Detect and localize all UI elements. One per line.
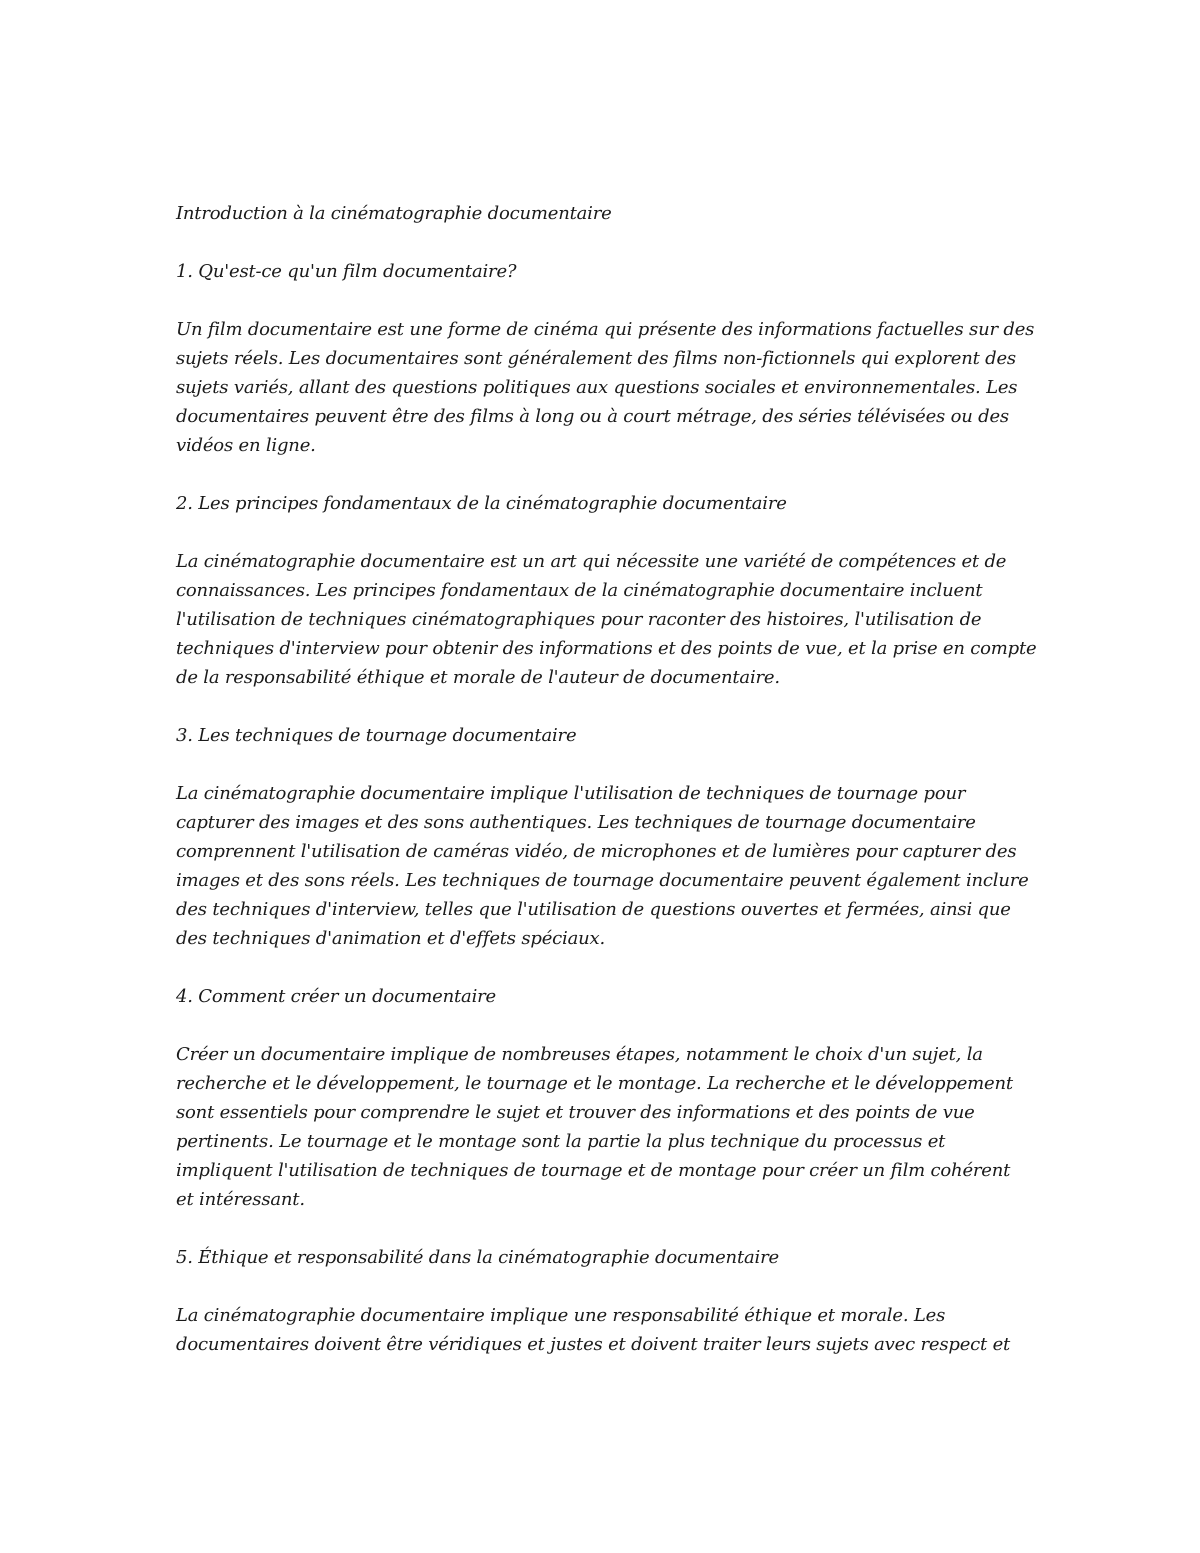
spacer: [176, 286, 1031, 315]
paragraph-line: documentaires doivent être véridiques et justes et doivent traiter leurs sujets avec respect et: [176, 1334, 1011, 1355]
document-body: [176, 199, 1037, 1359]
spacer: [176, 1214, 1031, 1243]
paragraph-line: pertinents. Le tournage et le montage sont la partie la plus technique du processus et: [176, 1131, 946, 1152]
paragraph-line: capturer des images et des sons authentiques. Les techniques de tournage documentaire: [176, 812, 976, 833]
paragraph-line: des techniques d'interview, telles que l'utilisation de questions ouvertes et fermées, ainsi que: [176, 899, 1011, 920]
paragraph-line: impliquent l'utilisation de techniques de tournage et de montage pour créer un film cohérent: [176, 1160, 1011, 1181]
spacer: [176, 228, 1031, 257]
document-title: Introduction à la cinématographie documentaire: [176, 203, 612, 224]
paragraph-line: et intéressant.: [176, 1189, 305, 1210]
spacer: [176, 518, 1031, 547]
spacer: [176, 750, 1031, 779]
paragraph-line: Un film documentaire est une forme de cinéma qui présente des informations factuelles sur des: [176, 319, 1035, 340]
spacer: [176, 953, 1031, 982]
paragraph-line: La cinématographie documentaire est un art qui nécessite une variété de compétences et de: [176, 551, 1007, 572]
paragraph-line: sujets réels. Les documentaires sont généralement des films non-fictionnels qui explorent des: [176, 348, 1016, 369]
paragraph-line: comprennent l'utilisation de caméras vidéo, de microphones et de lumières pour capturer des: [176, 841, 1017, 862]
section-heading-1: 1. Qu'est-ce qu'un film documentaire?: [176, 261, 517, 282]
section-heading-3: 3. Les techniques de tournage documentaire: [176, 725, 577, 746]
paragraph-line: sont essentiels pour comprendre le sujet et trouver des informations et des points de vue: [176, 1102, 975, 1123]
paragraph-line: vidéos en ligne.: [176, 435, 316, 456]
section-heading-2: 2. Les principes fondamentaux de la cinématographie documentaire: [176, 493, 787, 514]
paragraph-line: des techniques d'animation et d'effets spéciaux.: [176, 928, 606, 949]
paragraph-line: images et des sons réels. Les techniques de tournage documentaire peuvent également inclure: [176, 870, 1029, 891]
spacer: [176, 692, 1031, 721]
paragraph-line: connaissances. Les principes fondamentaux de la cinématographie documentaire incluent: [176, 580, 983, 601]
paragraph-line: l'utilisation de techniques cinématographiques pour raconter des histoires, l'utilisation de: [176, 609, 982, 630]
paragraph-line: sujets variés, allant des questions politiques aux questions sociales et environnementales. Les: [176, 377, 1018, 398]
paragraph-line: recherche et le développement, le tournage et le montage. La recherche et le développement: [176, 1073, 1013, 1094]
spacer: [176, 460, 1031, 489]
paragraph-line: La cinématographie documentaire implique l'utilisation de techniques de tournage pour: [176, 783, 966, 804]
paragraph-line: Créer un documentaire implique de nombreuses étapes, notamment le choix d'un sujet, la: [176, 1044, 983, 1065]
paragraph-line: techniques d'interview pour obtenir des informations et des points de vue, et la prise en compte: [176, 638, 1037, 659]
spacer: [176, 1272, 1031, 1301]
section-heading-5: 5. Éthique et responsabilité dans la cinématographie documentaire: [176, 1247, 779, 1268]
section-heading-4: 4. Comment créer un documentaire: [176, 986, 496, 1007]
paragraph-line: de la responsabilité éthique et morale de l'auteur de documentaire.: [176, 667, 780, 688]
spacer: [176, 1011, 1031, 1040]
paragraph-line: documentaires peuvent être des films à long ou à court métrage, des séries télévisées ou des: [176, 406, 1009, 427]
paragraph-line: La cinématographie documentaire implique une responsabilité éthique et morale. Les: [176, 1305, 946, 1326]
